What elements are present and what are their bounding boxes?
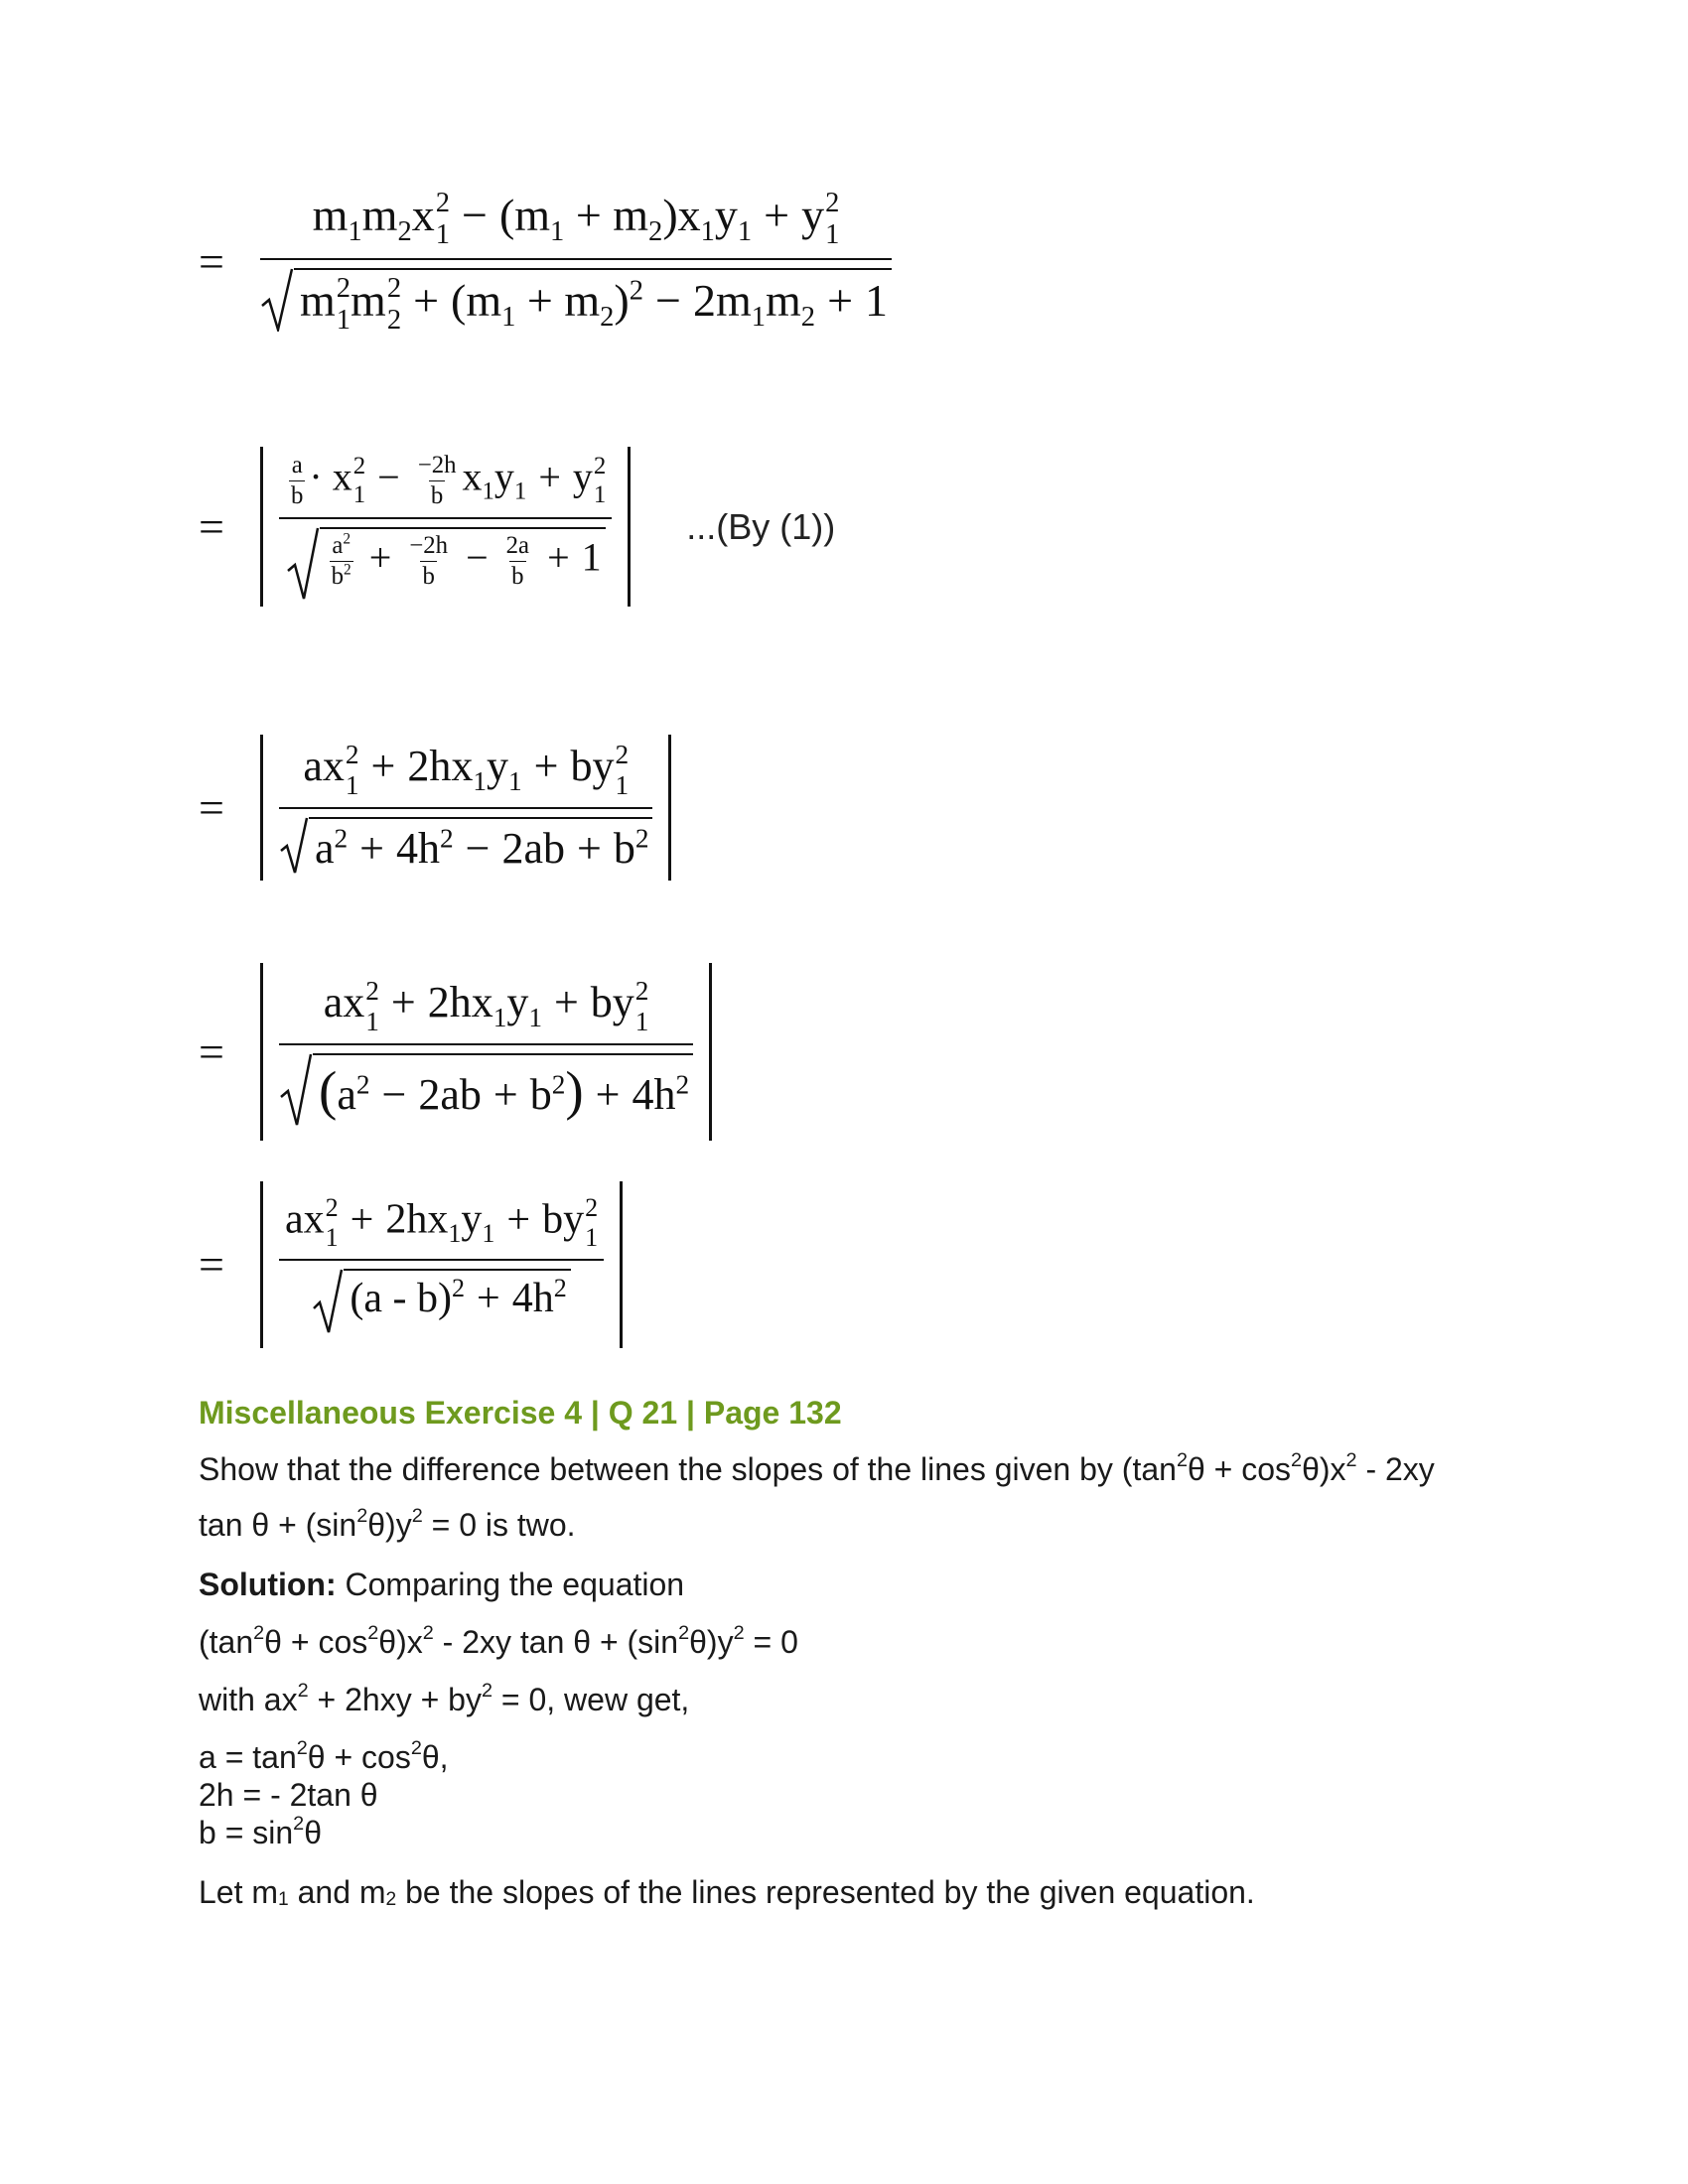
question-heading: Miscellaneous Exercise 4 | Q 21 | Page 132 (199, 1395, 842, 1431)
radical-sign-icon (286, 527, 320, 601)
square-root: $\frac{a^2}{b^2}$ + $\frac{-2h}{b}$ − $\frac{2a}{b}$ + 1 (286, 527, 606, 601)
solution-h-line: 2h = - 2tan θ (199, 1777, 378, 1813)
radical-sign-icon (312, 1269, 344, 1334)
equals-sign: = (199, 1025, 224, 1077)
absolute-value (260, 1181, 623, 1348)
absolute-value (260, 963, 712, 1141)
solution-label: Solution: (199, 1567, 337, 1602)
fraction (279, 977, 693, 1127)
radical-sign-icon (260, 268, 294, 332)
numerator: ax 2 1 + $2hx_1y_1$ + by 2 1 (303, 739, 630, 800)
reference-note: ...(By (1)) (686, 505, 836, 547)
fraction (279, 453, 612, 601)
solution-with-line: with $ax^2 + 2hxy + by^2 = 0$, wew get, (199, 1680, 690, 1717)
fraction (279, 1195, 604, 1334)
equation-1 (199, 189, 892, 336)
numerator: $m_1m_2x$ 2 1 − $(m_1 + m_2)x_1y_1 + y$ 2 1 (312, 187, 840, 251)
equals-sign: = (199, 500, 224, 552)
equals-sign: = (199, 235, 224, 287)
numerator: $\frac{a}{b}$ · x 2 1 − $\frac{-2h}{b}$ $x_1y_1 + y$ 2 1 (291, 452, 607, 510)
solution-b-line: $b = \sin^2\theta$ (199, 1813, 322, 1850)
absolute-value (260, 735, 671, 881)
equation-3 (199, 735, 671, 881)
solution-intro (199, 1567, 684, 1603)
question-line-2: $\tan \theta + (\sin^2\theta)y^2 = 0$ is two. (199, 1505, 576, 1543)
equation-2 (199, 447, 835, 607)
denominator (279, 809, 652, 875)
denominator (260, 260, 892, 336)
numerator: ax 2 1 + $2hx_1y_1$ + by 2 1 (285, 1193, 599, 1253)
equation-5 (199, 1181, 623, 1348)
square-root: $(a - b)^2 + 4h^2$ (312, 1269, 570, 1334)
question-line-1: Show that the difference between the slopes of the lines given by $(\tan^2\theta + \cos^2\theta)x^2 - 2xy$ (199, 1449, 1435, 1487)
equals-sign: = (199, 781, 224, 833)
square-root: $a^2 + 4h^2 - 2ab + b^2$ (279, 817, 652, 875)
solution-a-line: $a = \tan^2\theta + \cos^2\theta$, (199, 1737, 449, 1775)
numerator: ax 2 1 + $2hx_1y_1$ + by 2 1 (323, 975, 649, 1036)
square-root: $(a^2 - 2ab + b^2) + 4h^2$ (279, 1053, 693, 1127)
solution-intro-text: Comparing the equation (345, 1567, 685, 1602)
absolute-value (260, 447, 631, 607)
square-root: m 2 1 m 2 2 + $(m_1 + m_2)^2 - 2m_1m_2 + 1$ (260, 268, 892, 336)
fraction (279, 741, 652, 875)
denominator (279, 1045, 693, 1127)
solution-equation: $(\tan^2\theta + \cos^2\theta)x^2 - 2xy$ $\tan \theta + (\sin^2\theta)y^2 = 0$ (199, 1622, 798, 1660)
denominator (286, 519, 606, 601)
equals-sign: = (199, 1239, 224, 1291)
radical-sign-icon (279, 817, 309, 875)
fraction (260, 189, 892, 336)
radical-sign-icon (279, 1053, 313, 1127)
solution-last-line: Let $m_1$ and $m_2$ be the slopes of the lines represented by the given equation. (199, 1874, 1255, 1910)
denominator (288, 1261, 594, 1334)
equation-4 (199, 963, 712, 1141)
